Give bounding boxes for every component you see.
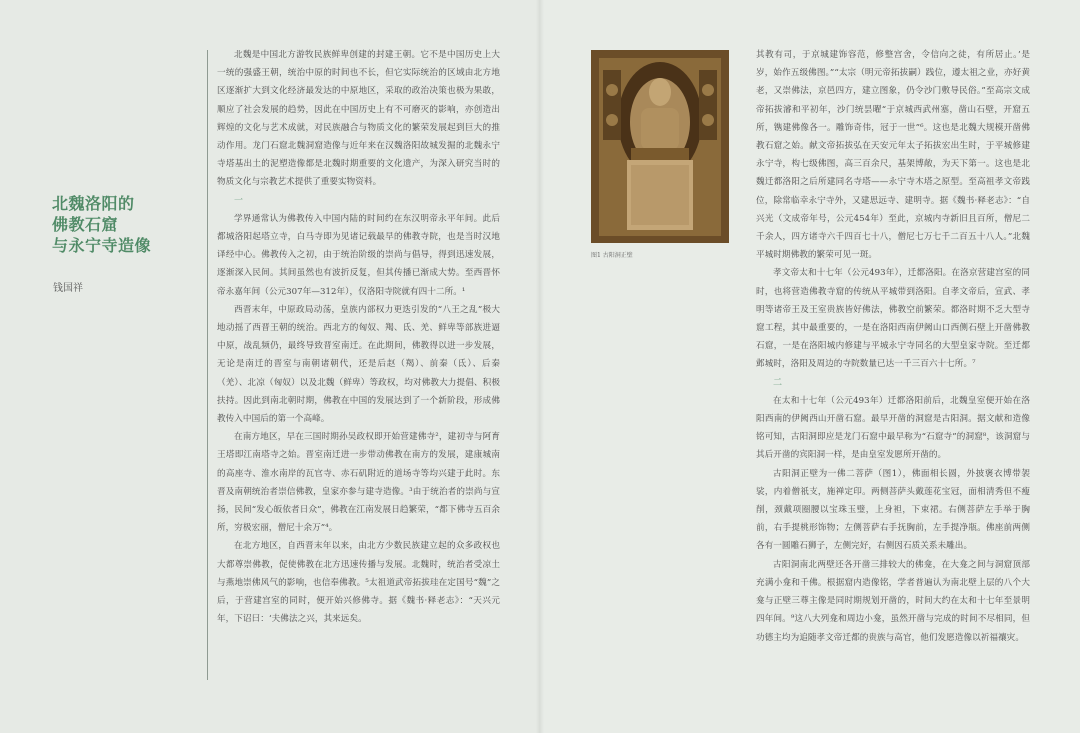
section-heading-one: 一 xyxy=(234,195,244,206)
author-name: 钱国祥 xyxy=(53,283,83,294)
title-line-1: 北魏洛阳的 xyxy=(52,194,135,213)
page-gutter xyxy=(536,0,544,733)
left-text-column xyxy=(217,46,500,629)
column-rule xyxy=(207,50,208,680)
body-paragraph: 古阳洞南北两壁还各开凿三排较大的佛龛，在大龛之间与洞窟顶部充满小龛和千佛。根据窟内造像铭，学者普遍认为南北壁上层的八个大龛与正壁三尊主像是同时期规划开凿的，时间大约在太和十七年至景明四年间。⁹这八大列龛和周边小龛，虽然开凿与完成的时间不尽相同，但功德主均为追随孝文帝迁都的贵族与高官，他们发愿造像以祈福禳灾。 xyxy=(756,559,1030,643)
body-paragraph: 在南方地区，早在三国时期孙吴政权即开始营建佛寺²，建初寺与阿育王塔即江南塔寺之始。晋室南迁进一步带动佛教在南方的发展，建康城南的高座寺、淮水南岸的瓦官寺、赤石矶附近的道场寺等均兴建于此时。东晋及南朝统治者崇信佛教，皇家亦参与建寺造像。³由于统治者的崇尚与宣扬，民间“发心皈依者日众”，佛教在江南发展日趋繁荣，“都下佛寺五百余所，穷极宏丽，僧尼十余万”⁴。 xyxy=(217,432,500,534)
right-text-column xyxy=(756,46,1030,647)
article-title xyxy=(52,193,192,256)
buddha-statue-image xyxy=(591,50,729,243)
body-paragraph: 其教有司，于京城建饰容范，修整宫舍，令信向之徒，有所居止。’是岁，始作五级佛图。”“太宗（明元帝拓拔嗣）践位，遵太祖之业，亦好黄老，又崇佛法，京邑四方，建立图象，仍令沙门敷导民俗。”至高宗文成帝拓拔濬和平初年，沙门统昙曜“于京城西武州塞，凿山石壁，开窟五所，镌建佛像各一。雕饰奇伟，冠于一世”⁶。这也是北魏大规模开凿佛教石窟之始。献文帝拓拔弘在天安元年太子拓拔宏出生时，于平城修建永宁寺，构七级佛图，高三百余尺，基架博敞，为天下第一。这也是北魏迁都洛阳之后所建同名寺塔——永宁寺木塔之原型。至高祖孝文帝践位，除常临幸永宁寺外，又建思远寺、建明寺。据《魏书·释老志》：“自兴光（文成帝年号，公元454年）至此，京城内寺新旧且百所，僧尼二千余人，四方诸寺六千四百七十八，僧尼七万七千二百五十八人。”北魏平城时期佛教的繁荣可见一斑。 xyxy=(756,50,1030,261)
photo-caption: 图1 古阳洞正壁 xyxy=(591,252,633,259)
title-line-2: 佛教石窟 xyxy=(52,215,119,234)
body-paragraph: 西晋末年，中原政局动荡，皇族内部权力更迭引发的“八王之乱”极大地动摇了西晋王朝的统治。西北方的匈奴、羯、氐、羌、鲜卑等部族进逼中原，战乱频仍，最终导致晋室南迁。在此期间，佛教得以进一步发展，无论是南迁的晋室与南朝诸朝代，还是后赵（羯）、前秦（氐）、后秦（羌）、北凉（匈奴）以及北魏（鲜卑）等政权，均对佛教大力提倡、积极扶持。因此到南北朝时期，佛教在中国的发展达到了一个新阶段，形成佛教传入中国后的第一个高峰。 xyxy=(217,304,500,425)
cave-photo-guyang xyxy=(591,50,729,243)
body-paragraph: 孝文帝太和十七年（公元493年），迁都洛阳。在洛京营建宫室的同时，也将营造佛教寺窟的传统从平城带到洛阳。自孝文帝后，宣武、孝明等诸帝王及王室贵族皆好佛法，佛教空前繁荣。都洛时期不乏大型寺窟工程，其中最重要的，一是在洛阳西南伊阙山口西侧石壁上开凿佛教石窟，一是在洛阳城内修建与平城永宁寺同名的大型皇家寺院。至迁都邺城时，洛阳及周边的寺院数量已达一千三百六十七所。⁷ xyxy=(756,268,1030,370)
body-paragraph: 学界通常认为佛教传入中国内陆的时间约在东汉明帝永平年间。此后都城洛阳起塔立寺，白马寺即为见诸记载最早的佛教寺院，也是当时汉地译经中心。佛教传入之初，由于统治阶级的崇尚与倡导，得到迅速发展，逐渐深入民间。其间虽然也有波折反复，但其传播已渐成大势。至西晋怀帝永嘉年间（公元307年—312年），仅洛阳寺院就有四十二所。¹ xyxy=(217,213,500,297)
body-paragraph: 古阳洞正壁为一佛二菩萨（图1），佛面相长圆，外披褒衣博带袈裟，内着僧祇支，施禅定印。两侧菩萨头戴莲花宝冠，面相清秀但不瘦削，颈戴项圈腰以宝珠玉璧，上身袒，下束裙。右侧菩萨左手举于胸前，右手提桃形饰物；左侧菩萨右手抚胸前，左手提净瓶。佛座前两侧各有一圆雕石狮子，左侧完好，右侧因石质关系未雕出。 xyxy=(756,468,1030,552)
title-line-3: 与永宁寺造像 xyxy=(52,236,152,255)
section-heading-two: 二 xyxy=(773,377,783,388)
body-paragraph: 在太和十七年（公元493年）迁都洛阳前后，北魏皇室便开始在洛阳西南的伊阙西山开凿石窟。最早开凿的洞窟是古阳洞。据文献和造像铭可知，古阳洞即应是龙门石窟中最早称为“石窟寺”的洞窟⁸，该洞窟与其后开凿的宾阳洞一样，是由皇室发愿所开凿的。 xyxy=(756,395,1030,461)
body-paragraph: 在北方地区，自西晋末年以来，由北方少数民族建立起的众多政权也大都尊崇佛教，促使佛教在北方迅速传播与发展。北魏时，统治者受凉土与燕地崇佛风气的影响，也信奉佛教。⁵太祖道武帝拓拔珪在定国号“魏”之后，于营建宫室的同时，便开始兴修佛寺。据《魏书·释老志》：“天兴元年，下诏曰：‘夫佛法之兴，其来远矣。 xyxy=(217,541,500,625)
intro-paragraph: 北魏是中国北方游牧民族鲜卑创建的封建王朝。它不是中国历史上大一统的强盛王朝，统治中原的时间也不长，但它实际统治的区域由北方地区逐渐扩大到文化经济最发达的中原地区，采取的政治决策也极为果敢，顺应了社会发展的趋势，因此在中国历史上有不可磨灭的影响，亦创造出辉煌的文化与艺术成就，对民族融合与物质文化的繁荣发展起到巨大的推动作用。龙门石窟北魏洞窟造像与近年来在汉魏洛阳故城发掘的北魏永宁寺塔基出土的泥塑造像都是北魏时期重要的文化遗产，为深入研究当时的物质文化与宗教艺术提供了重要实物资料。 xyxy=(217,50,500,188)
